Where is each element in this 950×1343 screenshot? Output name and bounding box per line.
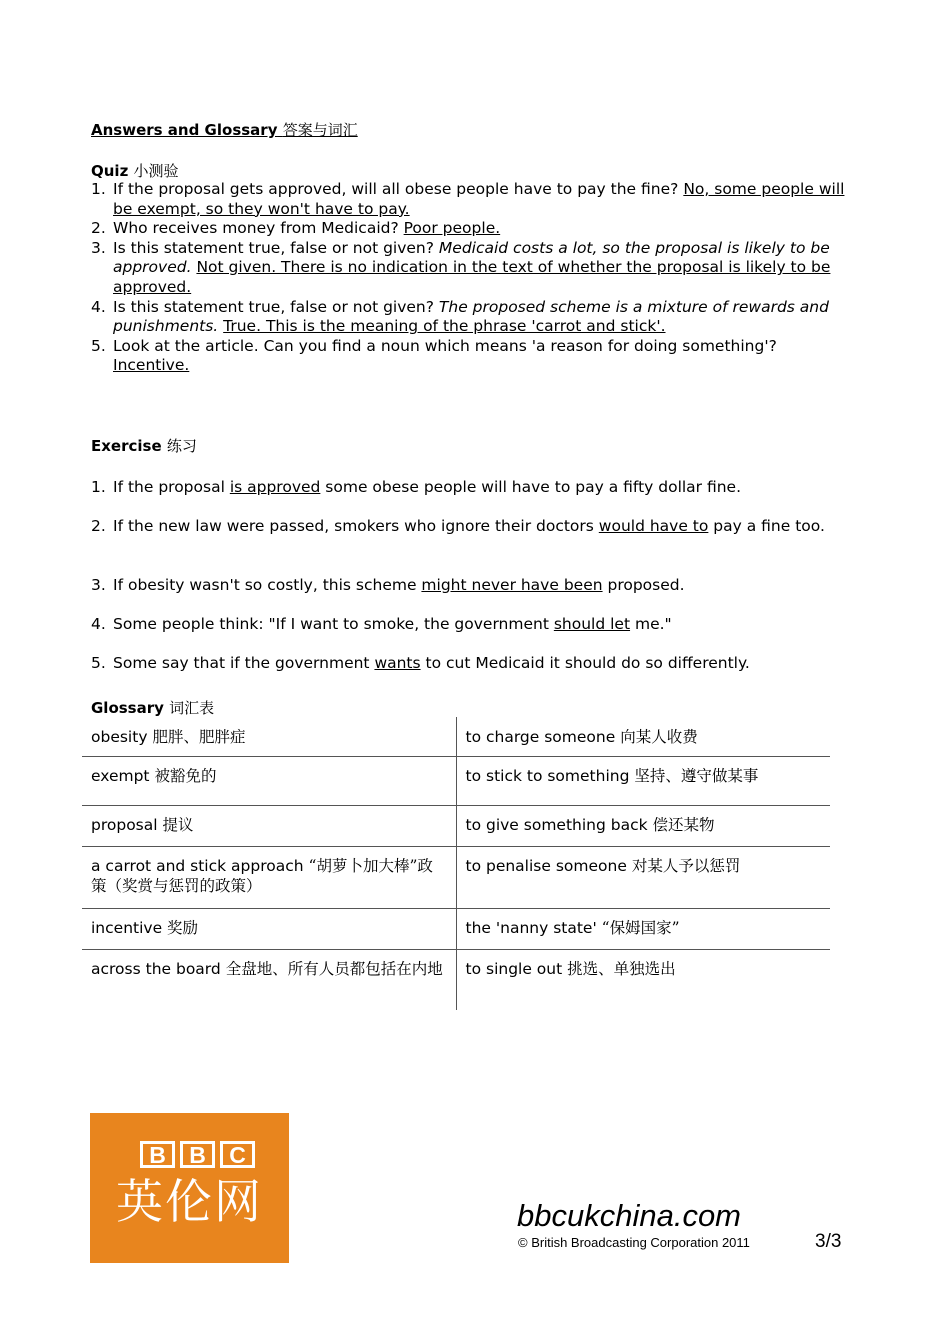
quiz-question: Look at the article. Can you find a noun which means 'a reason for doing something'? [113,336,777,355]
copyright-notice: © British Broadcasting Corporation 2011 [518,1235,750,1250]
exercise-item [91,517,851,537]
quiz-item [91,239,851,298]
quiz-item-text [113,239,851,298]
glossary-translation: 肥胖、肥胖症 [152,728,246,746]
exercise-item-number: 3. [91,576,106,594]
exercise-item [91,615,851,635]
quiz-question: Who receives money from Medicaid? [113,219,404,238]
exercise-heading-zh: 练习 [166,437,197,455]
quiz-question: Is this statement true, false or not given? [113,297,439,316]
quiz-question: Is this statement true, false or not given? [113,238,439,257]
glossary-term: exempt [91,767,150,785]
quiz-item-text [113,298,851,337]
page-number: 3/3 [815,1231,842,1252]
title-en: Answers and Glossary [91,121,278,139]
exercise-answer: should let [553,615,631,633]
exercise-answer: might never have been [421,576,603,594]
bbc-logo-letter: B [180,1141,215,1168]
quiz-item-number: 2. [91,219,106,238]
quiz-answer: Incentive. [113,356,190,375]
glossary-translation: 偿还某物 [652,816,715,834]
glossary-cell [456,909,830,950]
exercise-heading [91,435,197,456]
glossary-cell [82,717,456,757]
exercise-answer: would have to [598,517,709,535]
exercise-answer: wants [374,654,421,672]
quiz-heading-en: Quiz [91,162,129,180]
glossary-cell [456,806,830,847]
glossary-cell [82,847,456,909]
glossary-term: a carrot and stick approach [91,857,304,875]
glossary-heading-zh: 词汇表 [169,699,215,717]
page-title-text [91,121,358,139]
exercise-item-number: 2. [91,517,106,535]
glossary-term: to stick to something [465,767,630,785]
glossary-term: incentive [91,919,163,937]
glossary-cell [456,757,830,806]
glossary-heading [91,697,214,718]
title-zh: 答案与词汇 [282,121,358,139]
quiz-question: If the proposal gets approved, will all obese people have to pay the fine? [113,180,684,198]
page-title [91,119,358,140]
quiz-item [91,337,851,376]
quiz-item-text [113,180,851,219]
glossary-cell [82,757,456,806]
glossary-row [82,717,830,757]
exercise-text-before: If obesity wasn't so costly, this scheme [113,576,422,594]
glossary-term: to single out [465,960,563,978]
exercise-item-text [113,517,851,537]
glossary-row [82,757,830,806]
quiz-item [91,298,851,337]
quiz-answer: Poor people. [403,219,501,238]
quiz-heading [91,160,179,181]
exercise-text-before: Some people think: "If I want to smoke, the government [113,615,554,633]
site-url: bbcukchina.com [517,1198,742,1233]
quiz-list [91,180,851,376]
exercise-item-text [113,654,851,674]
bbc-logo-blocks [140,1141,255,1168]
glossary-cell [456,847,830,909]
exercise-text-before: If the proposal [113,478,230,496]
logo-chinese-text: 英伦网 [116,1175,263,1230]
glossary-translation: 被豁免的 [154,767,217,785]
glossary-cell [82,950,456,1011]
exercise-item [91,654,851,674]
glossary-translation: 全盘地、所有人员都包括在内地 [225,960,443,978]
glossary-cell [456,717,830,757]
glossary-translation: 挑选、单独选出 [567,960,676,978]
quiz-answer: Not given. There is no indication in the text of whether the proposal is likely to be approved. [113,258,831,296]
quiz-item-number: 4. [91,297,106,316]
glossary-row [82,806,830,847]
quiz-item-number: 5. [91,336,106,355]
exercise-text-after: me." [630,615,672,633]
exercise-text-before: Some say that if the government [113,654,375,672]
quiz-item [91,219,851,239]
glossary-cell [82,806,456,847]
glossary-cell [82,909,456,950]
exercise-item [91,478,851,498]
glossary-translation: 奖励 [167,919,199,937]
glossary-term: across the board [91,960,221,978]
glossary-term: obesity [91,728,148,746]
quiz-item-number: 3. [91,238,106,257]
exercise-item-number: 4. [91,615,106,633]
bbc-logo-letter: C [220,1141,255,1168]
quiz-item [91,180,851,219]
bbc-ukchina-logo [90,1113,289,1263]
glossary-translation: 对某人予以惩罚 [631,857,741,875]
exercise-item-text [113,478,851,498]
quiz-heading-zh: 小测验 [133,162,179,180]
exercise-item-number: 5. [91,654,106,672]
glossary-term: the 'nanny state' [465,919,597,937]
exercise-text-after: proposed. [602,576,685,594]
exercise-item-text [113,615,851,635]
exercise-heading-en: Exercise [91,437,162,455]
glossary-row [82,950,830,1011]
exercise-text-before: If the new law were passed, smokers who ignore their doctors [113,517,599,535]
exercise-item-text [113,576,851,596]
quiz-answer: No, some people will be exempt, so they won't have to pay. [113,180,845,218]
glossary-translation: 提议 [162,816,194,834]
exercise-item-number: 1. [91,478,106,496]
glossary-cell [456,950,830,1011]
quiz-item-text [113,337,851,376]
glossary-table [82,717,830,1010]
exercise-answer: is approved [229,478,321,496]
glossary-term: to give something back [465,816,648,834]
exercise-text-after: to cut Medicaid it should do so differently. [420,654,750,672]
bbc-logo-letter: B [140,1141,175,1168]
glossary-term: to charge someone [465,728,616,746]
quiz-statement: The proposed scheme is a mixture of rewards and punishments. [113,297,829,336]
glossary-translation: “保姆国家” [601,919,680,937]
glossary-row [82,847,830,909]
glossary-translation: 坚持、遵守做某事 [634,767,759,785]
glossary-row [82,909,830,950]
quiz-item-number: 1. [91,180,106,198]
glossary-translation: “胡萝卜加大棒”政策（奖赏与惩罚的政策） [91,857,433,895]
glossary-heading-en: Glossary [91,699,164,717]
exercise-text-after: pay a fine too. [708,517,825,535]
quiz-statement: Medicaid costs a lot, so the proposal is likely to be approved. [113,238,830,277]
exercise-item [91,576,851,596]
quiz-answer: True. This is the meaning of the phrase 'carrot and stick'. [223,317,666,336]
exercise-text-after: some obese people will have to pay a fifty dollar fine. [320,478,742,496]
glossary-term: proposal [91,816,158,834]
quiz-item-text [113,219,851,239]
glossary-term: to penalise someone [465,857,627,875]
glossary-translation: 向某人收费 [620,728,698,746]
